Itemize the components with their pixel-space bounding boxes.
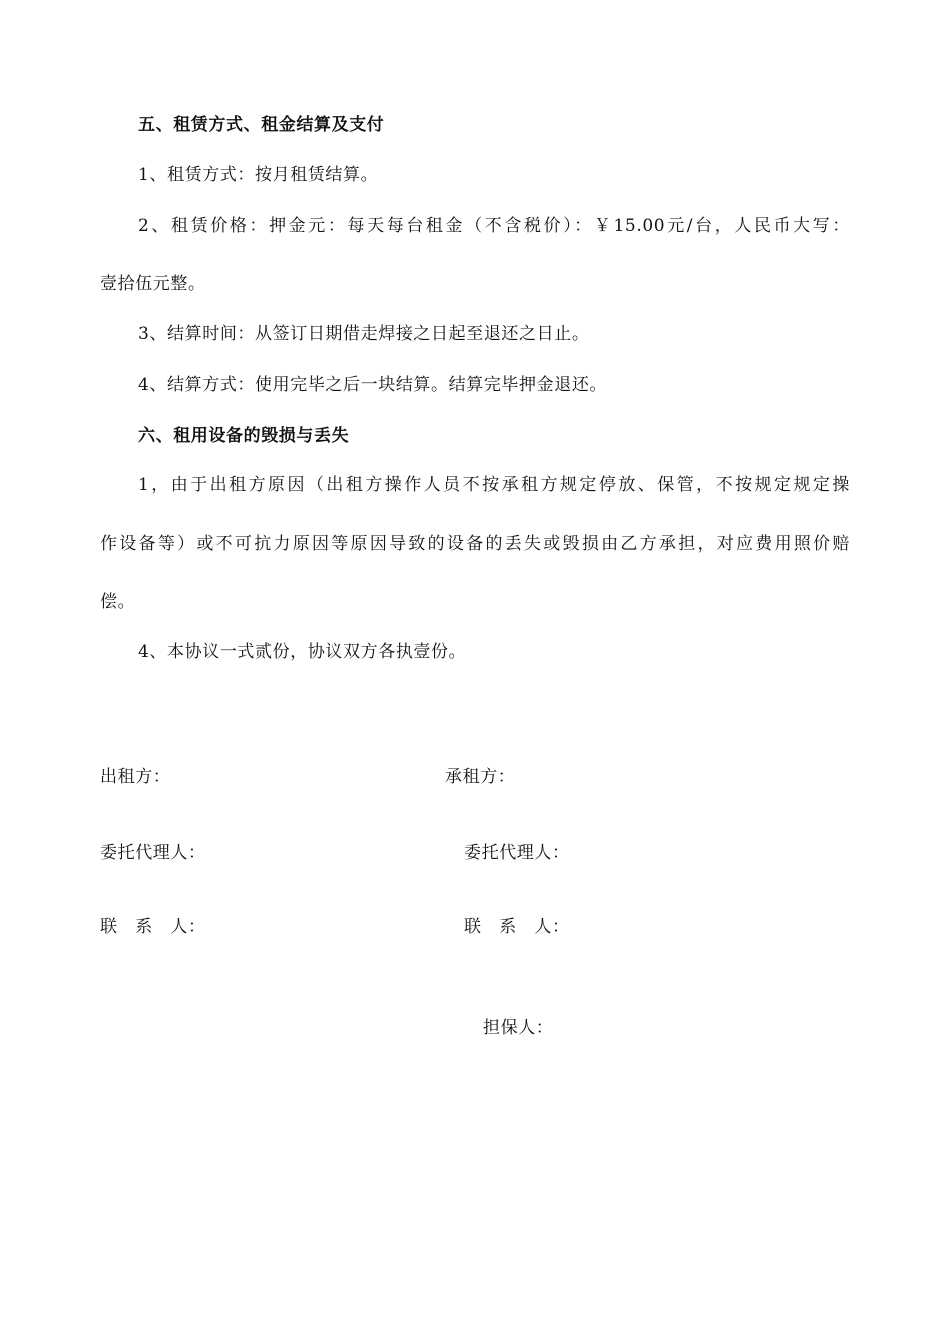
guarantor-label: 担保人： <box>483 1018 554 1038</box>
section-6-item-1-line-3: 偿。 <box>100 592 136 612</box>
section-5-item-1: 1、租赁方式：按月租赁结算。 <box>138 165 379 185</box>
lessor-contact-label: 联 系 人： <box>100 917 206 937</box>
section-6-item-1-line-2: 作设备等）或不可抗力原因等原因导致的设备的丢失或毁损由乙方承担，对应费用照价赔 <box>100 534 850 554</box>
lessor-agent-label: 委托代理人： <box>100 843 206 863</box>
section-5-item-2-line-2: 壹拾伍元整。 <box>100 274 206 294</box>
section-5-item-4: 4、结算方式：使用完毕之后一块结算。结算完毕押金退还。 <box>138 375 608 395</box>
section-6-heading: 六、租用设备的毁损与丢失 <box>138 426 350 446</box>
section-5-item-3: 3、结算时间：从签订日期借走焊接之日起至退还之日止。 <box>138 324 590 344</box>
lessee-label: 承租方： <box>445 767 516 787</box>
section-6-item-4: 4、本协议一式贰份，协议双方各执壹份。 <box>138 642 467 662</box>
lessee-agent-label: 委托代理人： <box>464 843 570 863</box>
lessee-contact-label: 联 系 人： <box>464 917 570 937</box>
lessor-label: 出租方： <box>100 767 171 787</box>
section-6-item-1-line-1: 1，由于出租方原因（出租方操作人员不按承租方规定停放、保管，不按规定规定操 <box>138 475 850 495</box>
section-5-heading: 五、租赁方式、租金结算及支付 <box>138 115 385 135</box>
section-5-item-2-line-1: 2、租赁价格：押金元：每天每台租金（不含税价）：￥15.00元/台，人民币大写： <box>138 216 850 236</box>
